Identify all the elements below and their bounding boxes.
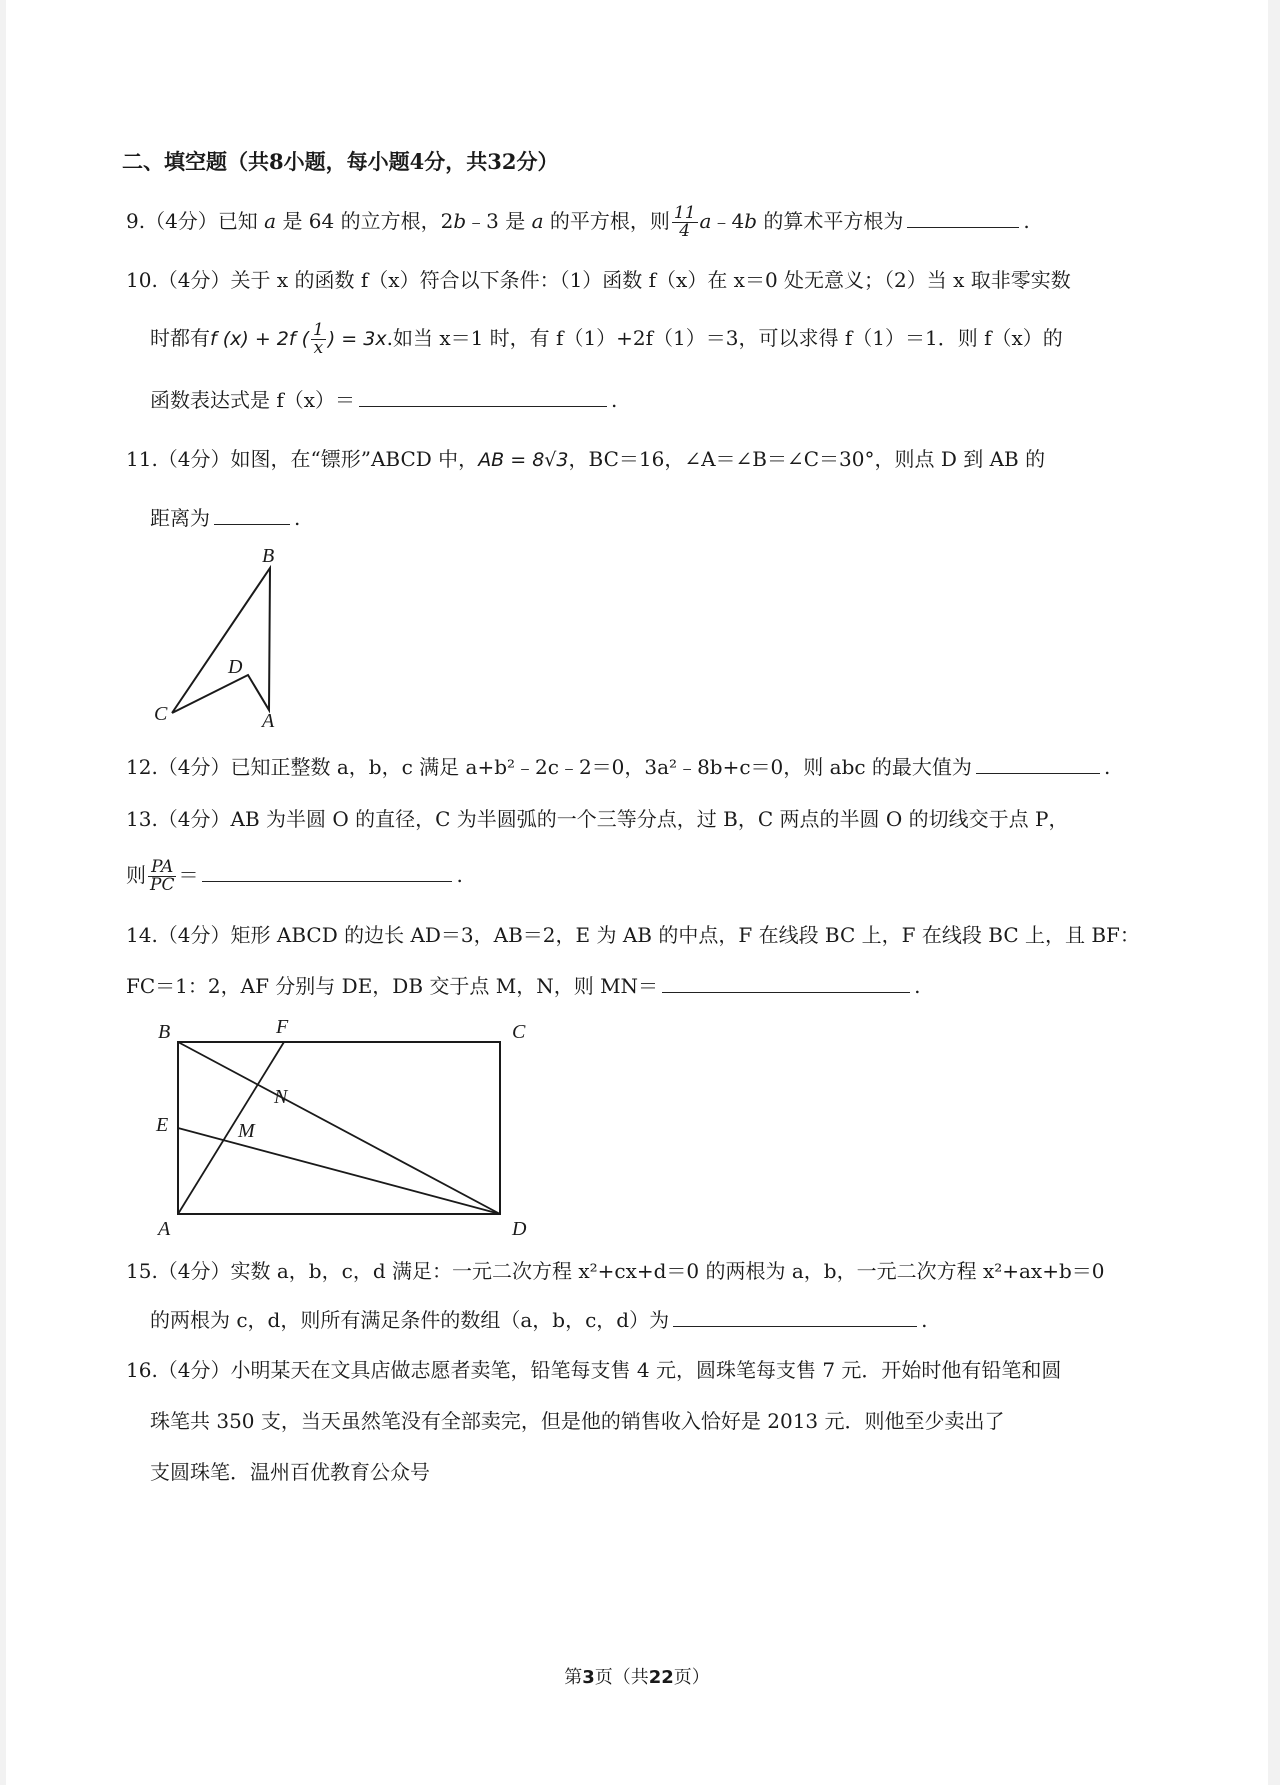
question-14-line2: FC＝1：2，AF 分别与 DE，DB 交于点 M，N，则 MN＝ . bbox=[126, 974, 921, 998]
q9-fraction: $\frac{11}{4}$ bbox=[673, 203, 696, 241]
q9-answer-blank[interactable] bbox=[907, 209, 1019, 228]
q10-fraction: $\frac{1}{x}$ bbox=[313, 320, 324, 358]
question-15-line1: 15.（4分）实数 a，b，c，d 满足：一元二次方程 x²+cx+d＝0 的两根为 a，b，一元二次方程 x²+ax+b＝0 bbox=[126, 1259, 1105, 1283]
dart-figure bbox=[146, 540, 306, 730]
q14-number: 14.（4分） bbox=[126, 923, 231, 947]
label-A: A bbox=[262, 710, 275, 730]
label-C: C bbox=[512, 1021, 526, 1043]
rectangle-figure bbox=[146, 1005, 546, 1245]
question-10-line1: 10.（4分）关于 x 的函数 f（x）符合以下条件：（1）函数 f（x）在 x＝0 处无意义；（2）当 x 取非零实数 bbox=[126, 268, 1071, 292]
question-14-line1: 14.（4分）矩形 ABCD 的边长 AD＝3，AB＝2，E 为 AB 的中点，F 在线段 BC 上，F 在线段 BC 上，且 BF： bbox=[126, 923, 1140, 947]
question-15-line2: 的两根为 c，d，则所有满足条件的数组（a，b，c，d）为 . bbox=[150, 1308, 928, 1332]
line-AF bbox=[178, 1042, 284, 1214]
label-D: D bbox=[512, 1218, 527, 1240]
label-A: A bbox=[158, 1218, 171, 1240]
q12-answer-blank[interactable] bbox=[976, 755, 1100, 774]
question-16-line3: 支圆珠笔．温州百优教育公众号 bbox=[150, 1460, 430, 1484]
q11-number: 11.（4分） bbox=[126, 447, 231, 471]
exam-page bbox=[6, 0, 1268, 1785]
q10-number: 10.（4分） bbox=[126, 268, 231, 292]
question-13-line1: 13.（4分）AB 为半圆 O 的直径，C 为半圆弧的一个三等分点，过 B，C 两点的半圆 O 的切线交于点 P， bbox=[126, 807, 1069, 831]
q9-number: 9.（4分） bbox=[126, 209, 218, 233]
question-16-line1: 16.（4分）小明某天在文具店做志愿者卖笔，铅笔每支售 4 元，圆珠笔每支售 7 元．开始时他有铅笔和圆 bbox=[126, 1358, 1062, 1382]
line-BD bbox=[178, 1042, 500, 1214]
q13-fraction: $\frac{PA}{PC}$ bbox=[150, 857, 175, 895]
q13-number: 13.（4分） bbox=[126, 807, 231, 831]
dart-shape bbox=[172, 568, 270, 713]
line-ED bbox=[178, 1128, 500, 1214]
label-D: D bbox=[228, 656, 243, 678]
label-C: C bbox=[154, 703, 168, 725]
question-11-line2: 距离为 . bbox=[150, 506, 301, 530]
label-F: F bbox=[276, 1016, 289, 1038]
label-B: B bbox=[158, 1021, 171, 1043]
question-10-line2: 时都有f (x) + 2f ( $\frac{1}{x}$ ) = 3x.如当 x＝1 时，有 f（1）+2f（1）＝3，可以求得 f（1）＝1．则 f（x）的 bbox=[150, 320, 1063, 358]
label-N: N bbox=[274, 1086, 288, 1108]
page-total: 22 bbox=[648, 1667, 674, 1688]
label-M: M bbox=[238, 1120, 255, 1142]
q14-answer-blank[interactable] bbox=[662, 974, 910, 993]
q10-answer-blank[interactable] bbox=[359, 388, 607, 407]
q16-number: 16.（4分） bbox=[126, 1358, 231, 1382]
question-12: 12.（4分）已知正整数 a，b，c 满足 a+b²﹣2c﹣2＝0，3a²﹣8b+c＝0，则 abc 的最大值为 . bbox=[126, 755, 1111, 779]
q11-answer-blank[interactable] bbox=[214, 506, 290, 525]
q12-number: 12.（4分） bbox=[126, 755, 231, 779]
q15-answer-blank[interactable] bbox=[673, 1308, 917, 1327]
question-10-line3: 函数表达式是 f（x）＝ . bbox=[150, 388, 618, 412]
page-number: 3 bbox=[582, 1667, 595, 1688]
question-16-line2: 珠笔共 350 支，当天虽然笔没有全部卖完，但是他的销售收入恰好是 2013 元．则他至少卖出了 bbox=[150, 1409, 1005, 1433]
question-13-line2: 则 $\frac{PA}{PC}$ ＝ . bbox=[126, 857, 463, 895]
label-B: B bbox=[262, 545, 275, 567]
label-E: E bbox=[156, 1114, 169, 1136]
section-title: 二、填空题（共8小题，每小题4分，共32分） bbox=[122, 149, 559, 174]
question-9: 9.（4分）已知 a 是 64 的立方根，2b﹣3 是 a 的平方根，则 $\frac{11}{4}$ a﹣4b 的算术平方根为 . bbox=[126, 203, 1030, 241]
q15-number: 15.（4分） bbox=[126, 1259, 231, 1283]
question-11-line1: 11.（4分）如图，在“镖形”ABCD 中，AB = 8√3，BC＝16，∠A＝∠B＝∠C＝30°，则点 D 到 AB 的 bbox=[126, 447, 1046, 471]
page-footer: 第3页（共22页） bbox=[564, 1667, 710, 1688]
q13-answer-blank[interactable] bbox=[202, 863, 452, 882]
